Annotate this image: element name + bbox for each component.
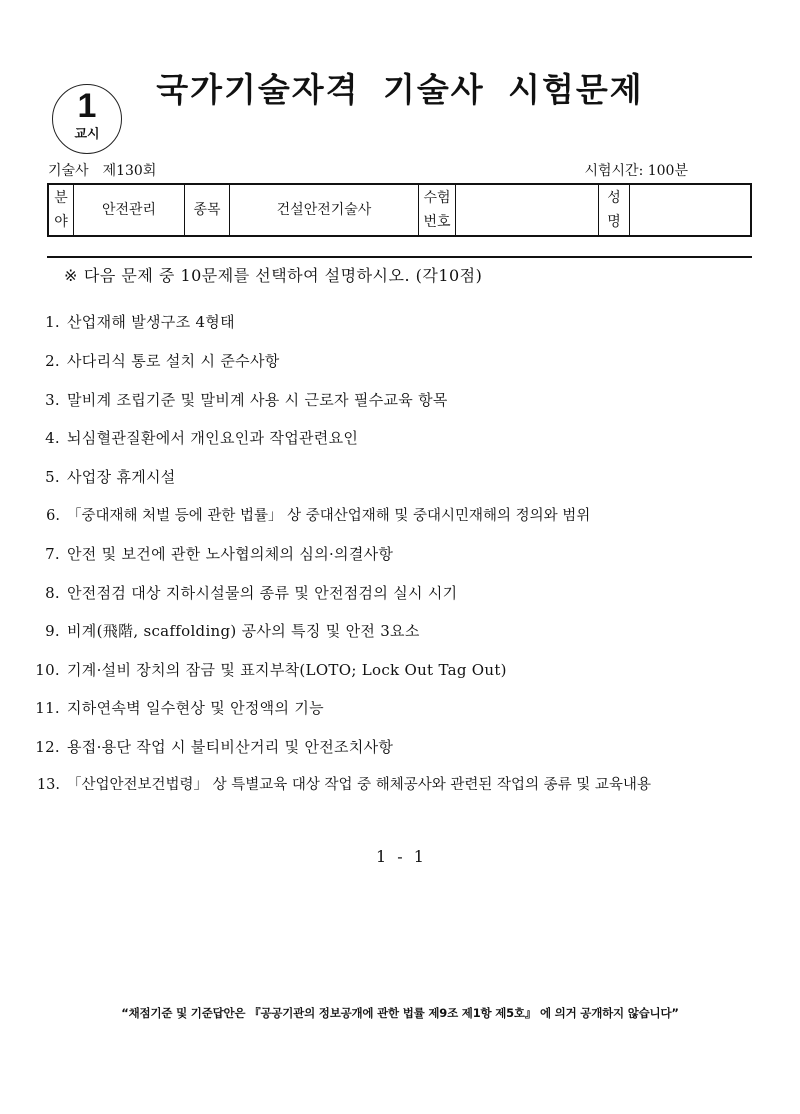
question-text: 비계(飛階, scaffolding) 공사의 특징 및 안전 3요소 bbox=[67, 622, 420, 640]
question-text: 사업장 휴게시설 bbox=[67, 468, 176, 486]
exam-time: 시험시간: 100분 bbox=[584, 163, 688, 179]
session-number: 1 bbox=[77, 87, 97, 125]
question-item bbox=[0, 427, 790, 449]
page-title: 국가기술자격 기술사 시험문제 bbox=[156, 70, 644, 109]
question-text: 안전 및 보건에 관한 노사협의체의 심의·의결사항 bbox=[67, 545, 394, 563]
question-number: 2. bbox=[45, 352, 60, 370]
reference-mark: ※ bbox=[64, 266, 78, 285]
question-item bbox=[0, 543, 790, 565]
exam-number-field[interactable] bbox=[456, 184, 599, 236]
name-label-2: 명 bbox=[607, 214, 621, 230]
question-text: 산업재해 발생구조 4형태 bbox=[67, 313, 235, 331]
question-number: 5. bbox=[45, 468, 60, 486]
question-item bbox=[0, 505, 790, 527]
exam-category-line bbox=[48, 161, 156, 181]
question-number: 3. bbox=[45, 391, 60, 409]
question-text: 지하연속벽 일수현상 및 안정액의 기능 bbox=[67, 699, 324, 717]
instruction-text: 다음 문제 중 10문제를 선택하여 설명하시오. (각10점) bbox=[83, 266, 483, 285]
exam-number-label-1: 수험 bbox=[423, 190, 451, 206]
field-value: 안전관리 bbox=[74, 184, 185, 236]
field-label-2: 야 bbox=[54, 214, 68, 230]
item-label: 종목 bbox=[185, 184, 230, 236]
question-number: 4. bbox=[45, 429, 60, 447]
question-item bbox=[0, 389, 790, 411]
exam-round: 제130회 bbox=[102, 163, 157, 179]
exam-info-table bbox=[47, 183, 752, 237]
question-number: 8. bbox=[45, 584, 60, 602]
name-label-cell bbox=[599, 184, 630, 236]
question-text: 「중대재해 처벌 등에 관한 법률」 상 중대산업재해 및 중대시민재해의 정의와 범위 bbox=[67, 508, 591, 524]
question-number: 1. bbox=[45, 313, 60, 331]
question-text: 사다리식 통로 설치 시 준수사항 bbox=[67, 352, 280, 370]
session-label: 교시 bbox=[74, 127, 100, 142]
question-number: 10. bbox=[35, 661, 60, 679]
question-text: 뇌심혈관질환에서 개인요인과 작업관련요인 bbox=[67, 429, 359, 447]
question-number: 7. bbox=[45, 545, 60, 563]
instruction bbox=[64, 264, 482, 288]
field-label-1: 분 bbox=[54, 190, 68, 206]
question-item bbox=[0, 311, 790, 333]
question-number: 13. bbox=[36, 777, 60, 793]
footer-notice: “채점기준 및 기준답안은 『공공기관의 정보공개에 관한 법률 제9조 제1항 제5호』 에 의거 공개하지 않습니다” bbox=[121, 1006, 679, 1020]
exam-category: 기술사 bbox=[48, 163, 89, 179]
question-number: 11. bbox=[35, 699, 60, 717]
question-text: 용접·용단 작업 시 불티비산거리 및 안전조치사항 bbox=[67, 738, 394, 756]
question-number: 9. bbox=[45, 622, 60, 640]
name-field[interactable] bbox=[630, 184, 752, 236]
question-text: 기계·설비 장치의 잠금 및 표지부착(LOTO; Lock Out Tag Out) bbox=[67, 661, 507, 679]
page-number: 1 - 1 bbox=[376, 847, 424, 866]
name-label-1: 성 bbox=[607, 190, 621, 206]
question-item bbox=[0, 659, 790, 681]
question-item bbox=[0, 736, 790, 758]
question-item bbox=[0, 350, 790, 372]
exam-number-label-cell bbox=[419, 184, 456, 236]
question-text: 안전점검 대상 지하시설물의 종류 및 안전점검의 실시 시기 bbox=[67, 584, 458, 602]
question-item bbox=[0, 697, 790, 719]
question-item bbox=[0, 466, 790, 488]
field-label-cell bbox=[48, 184, 74, 236]
question-item bbox=[0, 774, 790, 796]
item-value: 건설안전기술사 bbox=[230, 184, 419, 236]
question-item bbox=[0, 620, 790, 642]
question-item bbox=[0, 582, 790, 604]
question-text: 말비계 조립기준 및 말비계 사용 시 근로자 필수교육 항목 bbox=[67, 391, 448, 409]
question-text: 「산업안전보건법령」 상 특별교육 대상 작업 중 해체공사와 관련된 작업의 종류 및 교육내용 bbox=[67, 777, 651, 793]
question-number: 12. bbox=[35, 738, 60, 756]
exam-number-label-2: 번호 bbox=[423, 214, 451, 230]
question-number: 6. bbox=[46, 508, 60, 524]
section-divider bbox=[47, 256, 752, 258]
